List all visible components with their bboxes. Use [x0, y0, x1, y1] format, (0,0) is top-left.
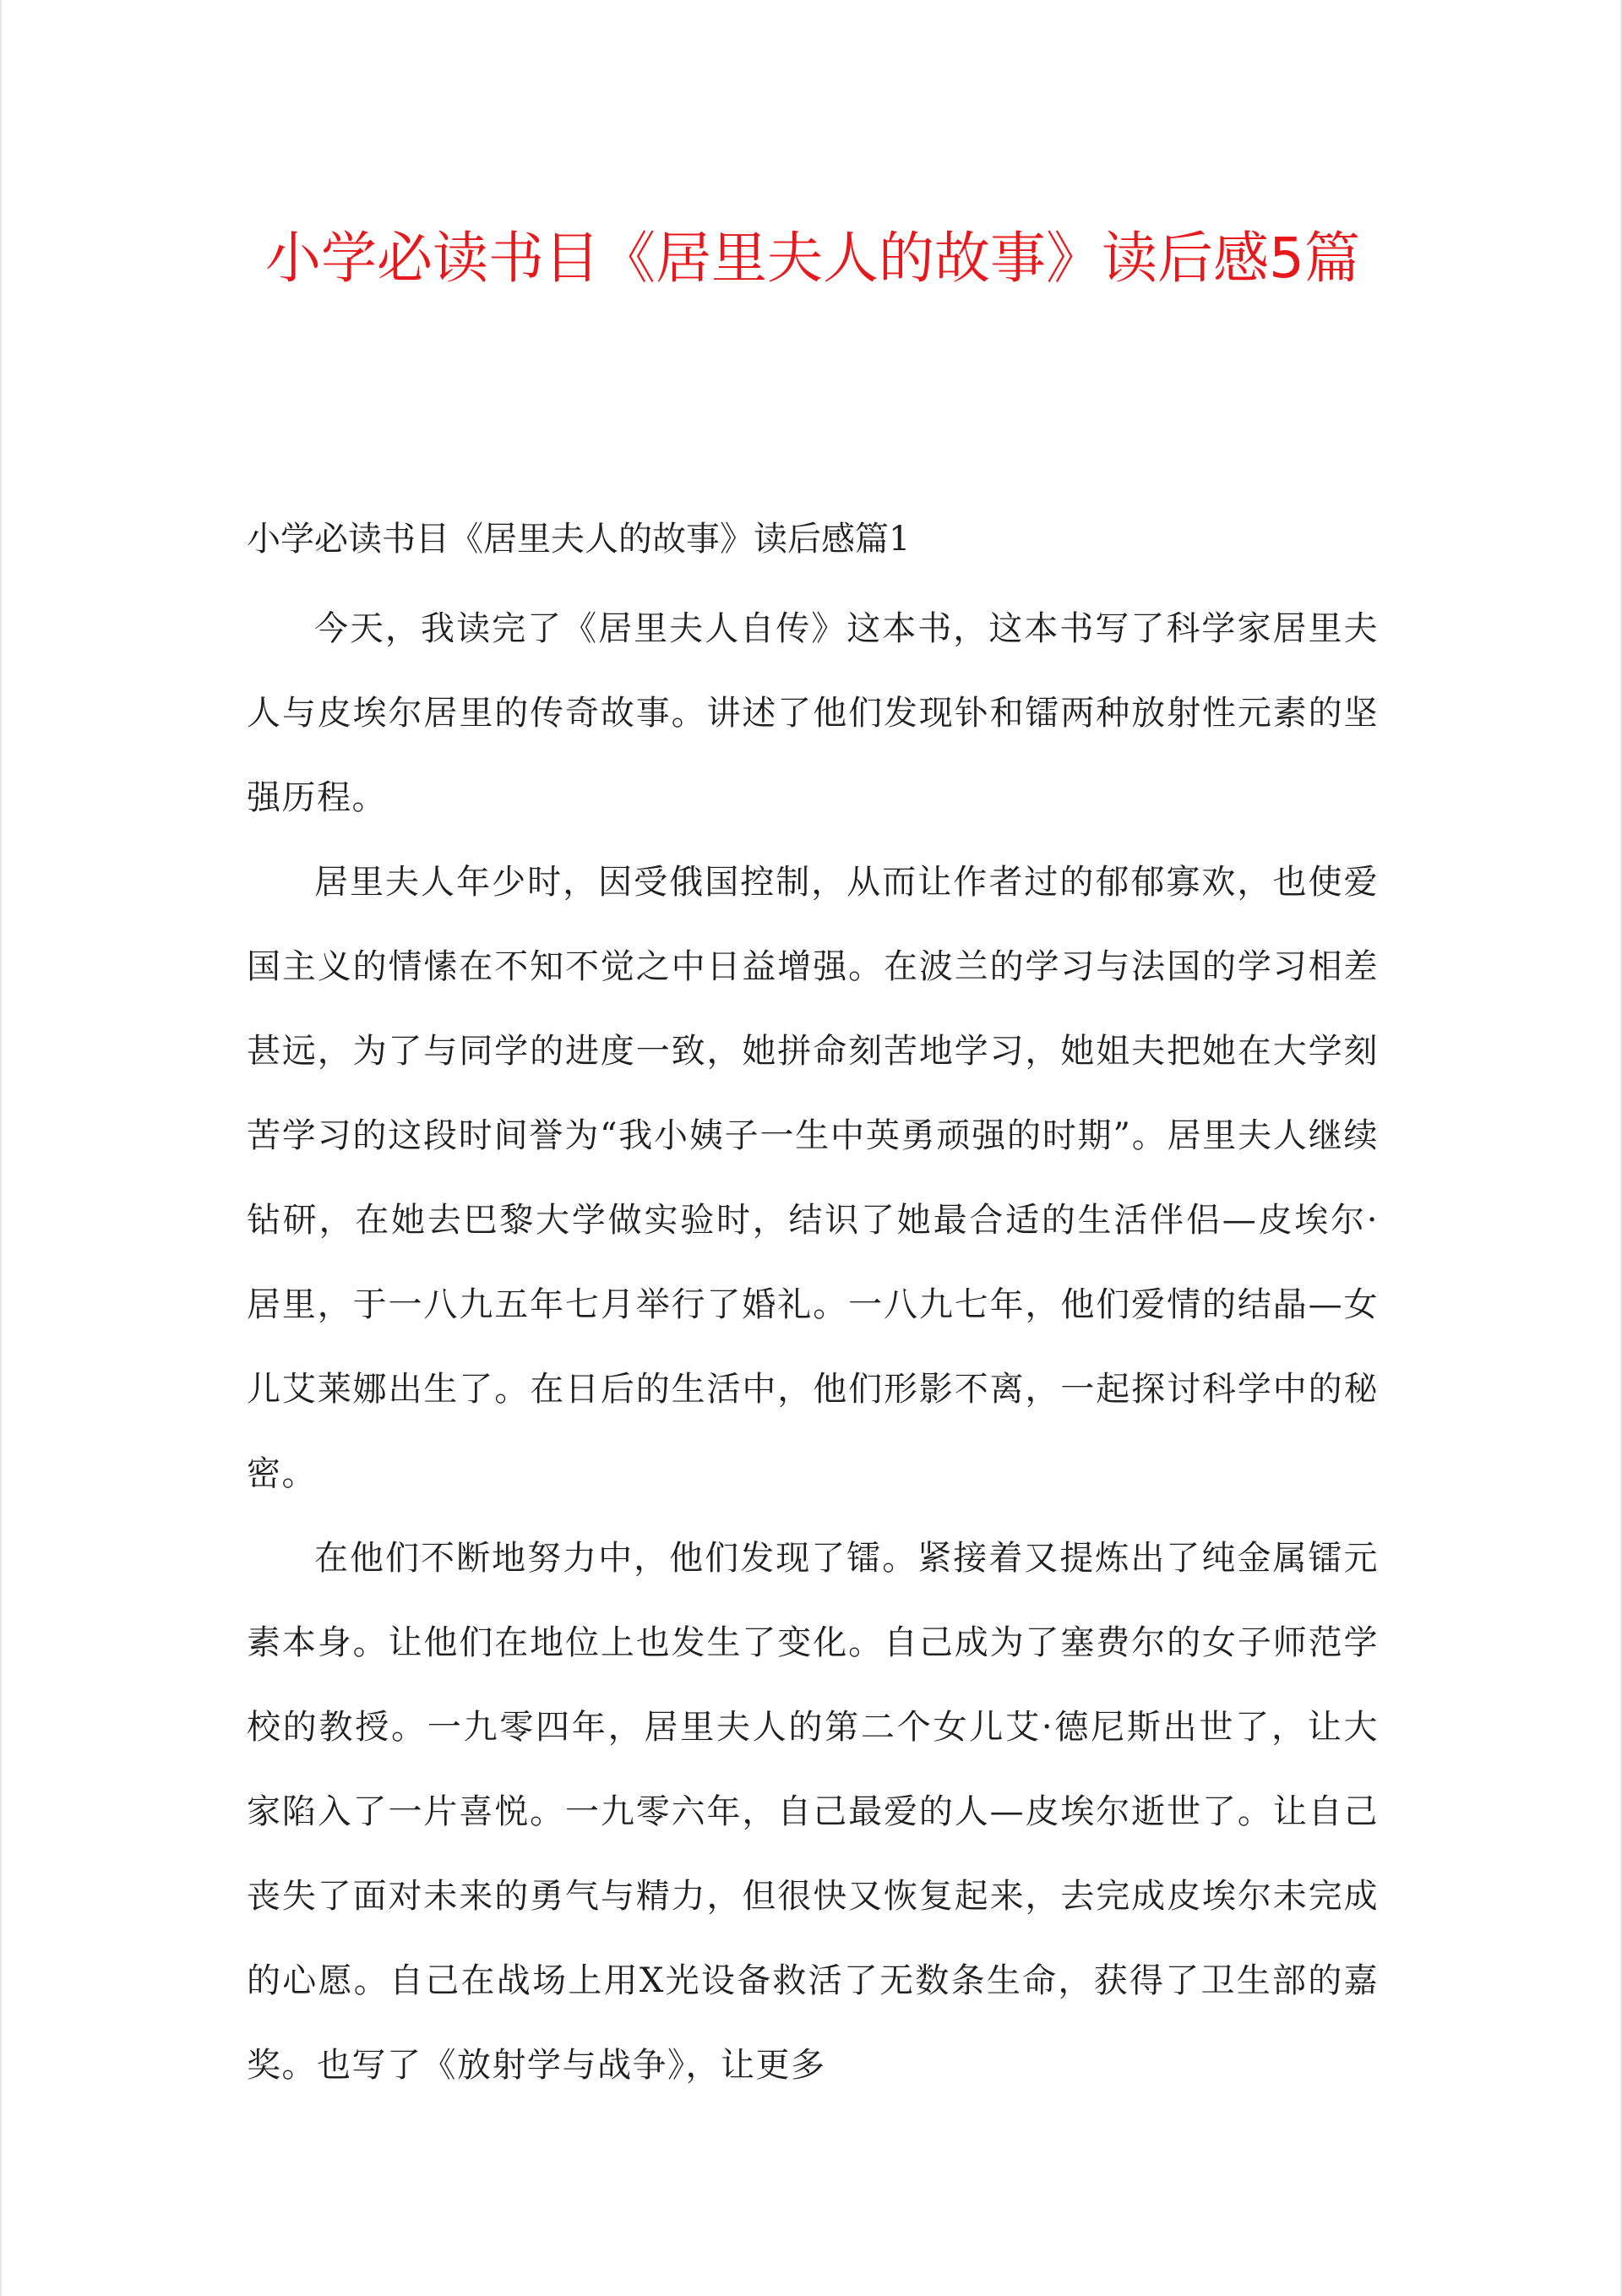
paragraph-1: 今天，我读完了《居里夫人自传》这本书，这本书写了科学家居里夫人与皮埃尔居里的传奇故事。讲述了他们发现钋和镭两种放射性元素的坚强历程。 — [247, 609, 1379, 817]
document-body — [247, 504, 1379, 2108]
section-heading: 小学必读书目《居里夫人的故事》读后感篇1 — [247, 520, 911, 559]
paragraph-2: 居里夫人年少时，因受俄国控制，从而让作者过的郁郁寡欢，也使爱国主义的情愫在不知不觉之中日益增强。在波兰的学习与法国的学习相差甚远，为了与同学的进度一致，她拼命刻苦地学习，她姐夫把她在大学刻苦学习的这段时间誉为“我小姨子一生中英勇顽强的时期”。居里夫人继续钻研，在她去巴黎大学做实验时，结识了她最合适的生活伴侣—皮埃尔·居里，于一八九五年七月举行了婚礼。一八九七年，他们爱情的结晶—女儿艾莱娜出生了。在日后的生活中，他们形影不离，一起探讨科学中的秘密。 — [247, 863, 1379, 1493]
paragraph-3: 在他们不断地努力中，他们发现了镭。紧接着又提炼出了纯金属镭元素本身。让他们在地位上也发生了变化。自己成为了塞费尔的女子师范学校的教授。一九零四年，居里夫人的第二个女儿艾·德尼斯出世了，让大家陷入了一片喜悦。一九零六年，自己最爱的人—皮埃尔逝世了。让自己丧失了面对未来的勇气与精力，但很快又恢复起来，去完成皮埃尔未完成的心愿。自己在战场上用X光设备救活了无数条生命，获得了卫生部的嘉奖。也写了《放射学与战争》，让更多 — [247, 1539, 1379, 2085]
document-title: 小学必读书目《居里夫人的故事》读后感5篇 — [265, 226, 1360, 291]
